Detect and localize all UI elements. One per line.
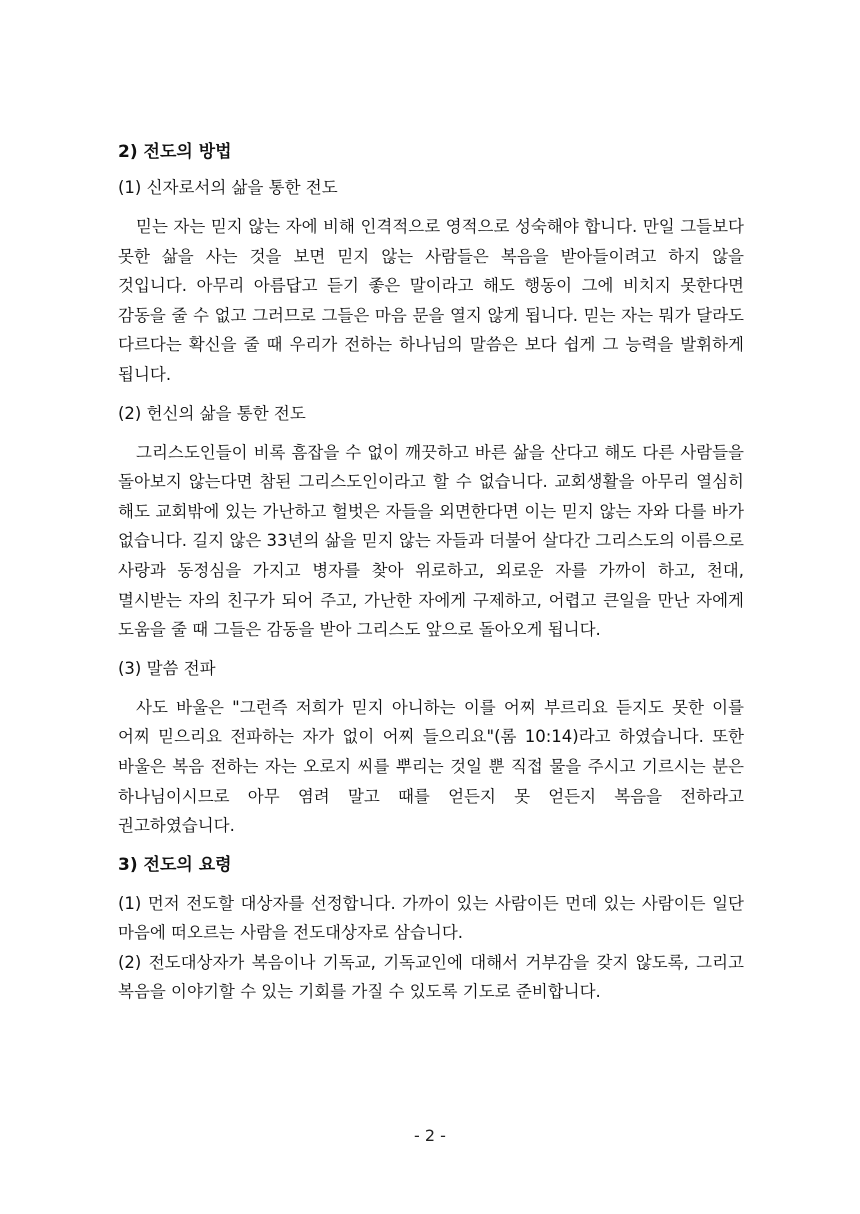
document-page (118, 140, 744, 1007)
subsection-1-title: (1) 신자로서의 삶을 통한 전도 (118, 178, 338, 197)
list-item: (1) 먼저 전도할 대상자를 선정합니다. 가까이 있는 사람이든 먼데 있는 사람이든 일단 마음에 떠오르는 사람을 전도대상자로 삼습니다. (118, 893, 744, 943)
section-3-title: 3) 전도의 요령 (118, 854, 232, 875)
section-2-title: 2) 전도의 방법 (118, 142, 232, 162)
subsection-2-title: (2) 헌신의 삶을 통한 전도 (118, 403, 306, 423)
subsection-3-body: 사도 바울은 "그런즉 저희가 믿지 아니하는 이를 어찌 부르리요 듣지도 못한 이를 어찌 믿으리요 전파하는 자가 없이 어찌 들으리요"(롬 10:14)라고 하였습니다. 또한 바울은 복음 전하는 자는 오로지 씨를 뿌리는 것일 뿐 직접 물을 주시고 기르시는 분은 하나님이시므로 아무 염려 말고 때를 얻든지 못 얻든지 복음을 전하라고 권고하였습니다. (118, 697, 744, 836)
page-number: - 2 - (414, 1126, 446, 1145)
subsection-1-body: 믿는 자는 믿지 않는 자에 비해 인격적으로 영적으로 성숙해야 합니다. 만일 그들보다 못한 삶을 사는 것을 보면 믿지 않는 사람들은 복음을 받아들이려고 하지 않을 것입니다. 아무리 아름답고 듣기 좋은 말이라고 해도 행동이 그에 비치지 못한다면 감동을 줄 수 없고 그러므로 그들은 마음 문을 열지 않게 됩니다. 믿는 자는 뭐가 달라도 다르다는 확신을 줄 때 우리가 전하는 하나님의 말씀은 보다 쉽게 그 능력을 발휘하게 됩니다. (118, 217, 744, 384)
subsection-3-title: (3) 말씀 전파 (118, 658, 216, 678)
list-item: (2) 전도대상자가 복음이나 기독교, 기독교인에 대해서 거부감을 갖지 않도록, 그리고 복음을 이야기할 수 있는 기회를 가질 수 있도록 기도로 준비합니다. (118, 952, 744, 1002)
subsection-2-body: 그리스도인들이 비록 흠잡을 수 없이 깨끗하고 바른 삶을 산다고 해도 다른 사람들을 돌아보지 않는다면 참된 그리스도인이라고 할 수 없습니다. 교회생활을 아무리 열심히 해도 교회밖에 있는 가난하고 헐벗은 자들을 외면한다면 이는 믿지 않는 자와 다를 바가 없습니다. 길지 않은 33년의 삶을 믿지 않는 자들과 더불어 살다간 그리스도의 이름으로 사랑과 동정심을 가지고 병자를 찾아 위로하고, 외로운 자를 가까이 하고, 천대, 멸시받는 자의 친구가 되어 주고, 가난한 자에게 구제하고, 어렵고 큰일을 만난 자에게 도움을 줄 때 그들은 감동을 받아 그리스도 앞으로 돌아오게 됩니다. (118, 442, 744, 640)
section-3-list (118, 889, 744, 1007)
